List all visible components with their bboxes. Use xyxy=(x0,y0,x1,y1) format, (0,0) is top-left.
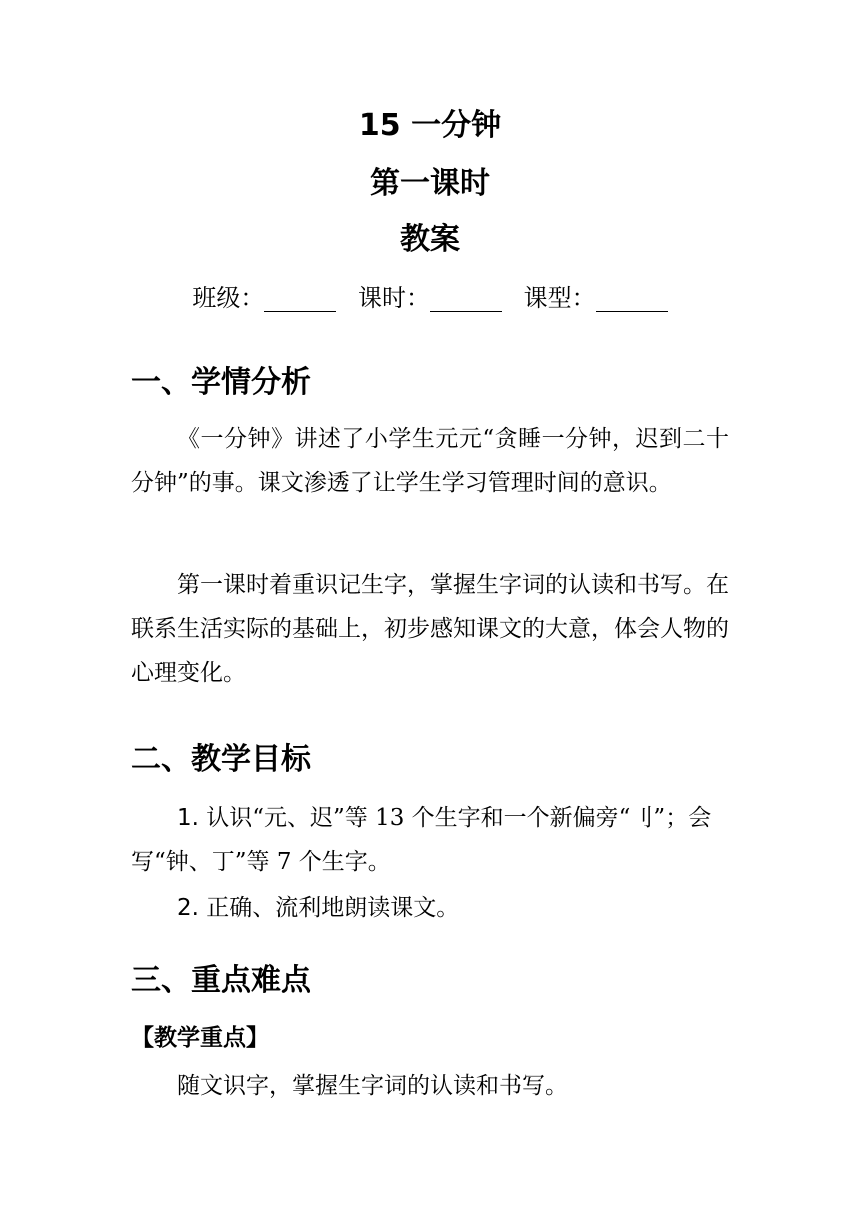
period-field xyxy=(358,280,502,316)
section-heading-key-points: 三、重点难点 xyxy=(131,963,311,998)
teaching-focus-subheading: 【教学重点】 xyxy=(131,1024,269,1051)
type-label: 课型： xyxy=(523,284,596,312)
goal-number: 1. xyxy=(177,805,199,831)
goal-text: 正确、流利地朗读课文。 xyxy=(206,895,460,921)
type-field xyxy=(524,280,668,316)
teaching-focus-text: 随文识字，掌握生字词的认读和书写。 xyxy=(177,1073,568,1099)
analysis-paragraph: 第一课时着重识记生字，掌握生字词的认读和书写。在联系生活实际的基础上，初步感知课文的大意，体会人物的心理变化。 xyxy=(131,572,729,686)
document-type: 教案 xyxy=(400,222,460,257)
lesson-title: 15 一分钟 xyxy=(358,108,502,143)
goal-item xyxy=(131,796,729,884)
section-heading-goals: 二、教学目标 xyxy=(131,742,311,777)
goal-number: 2. xyxy=(177,895,199,921)
goal-text: 认识“元、迟”等 13 个生字和一个新偏旁“刂”；会写“钟、丁”等 7 个生字。 xyxy=(131,805,712,875)
class-field xyxy=(192,280,336,316)
lesson-subtitle: 第一课时 xyxy=(370,166,490,201)
meta-row xyxy=(0,280,860,316)
goal-item xyxy=(131,886,729,930)
period-label: 课时： xyxy=(358,284,430,312)
analysis-paragraph: 《一分钟》讲述了小学生元元“贪睡一分钟，迟到二十分钟”的事。课文渗透了让学生学习管理时间的意识。 xyxy=(131,426,729,496)
section-heading-analysis: 一、学情分析 xyxy=(131,365,311,400)
period-blank xyxy=(430,283,502,312)
type-blank xyxy=(596,283,668,312)
class-blank xyxy=(264,283,336,312)
class-label: 班级： xyxy=(192,284,265,312)
